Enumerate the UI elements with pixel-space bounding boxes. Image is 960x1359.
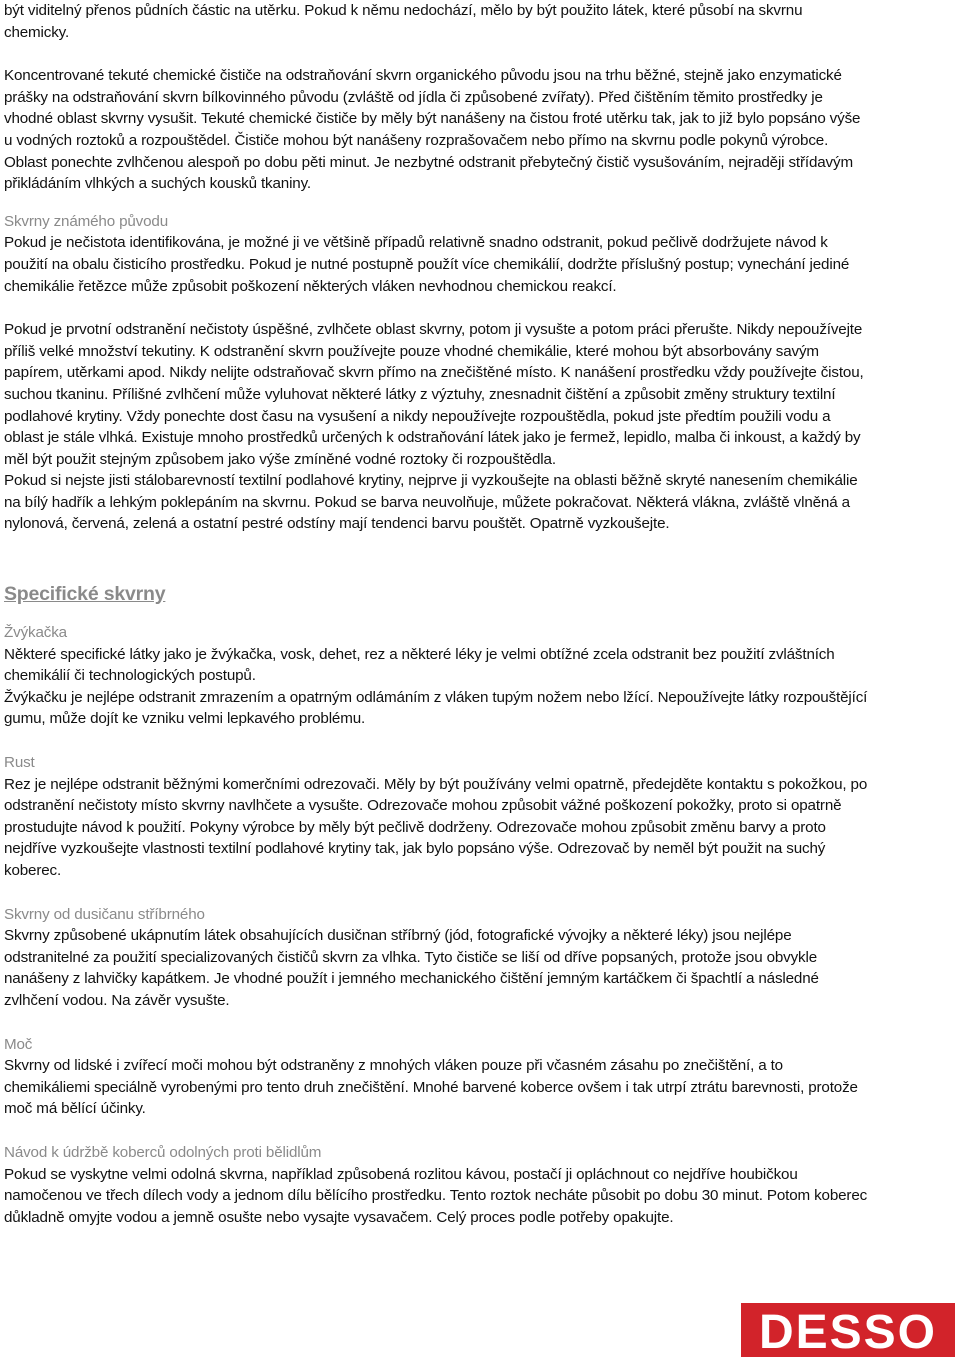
spacer (4, 297, 870, 319)
desso-logo (741, 1303, 955, 1357)
silver-nitrate-heading: Skvrny od dusičanu stříbrného (4, 905, 205, 923)
spacer (4, 882, 870, 904)
section-title: Specifické skvrny (4, 583, 166, 606)
gum-paragraph-1: Některé specifické látky jako je žvýkačka, vosk, dehet, rez a některé léky je velmi obtížné zcela odstranit bez použití zvláštních chemikálií či technologických postupů. (4, 645, 835, 685)
bleach-paragraph: Pokud se vyskytne velmi odolná skvrna, například způsobená rozlitou kávou, postačí ji opláchnout co nejdříve houbičkou namočenou ve třech dílech vody a jednom dílu bělícího prostředku. Tento roztok necháte působit po dobu 30 minut. Potom koberec důkladně omyjte vodou a jemně osušte nebo vysajte vysavačem. Celý proces podle potřeby opakujte. (4, 1165, 868, 1226)
spacer (4, 1120, 870, 1142)
intro-paragraph-1: být viditelný přenos půdních částic na utěrku. Pokud k němu nedochází, mělo by být použito látek, které působí na skvrnu chemicky. (4, 2, 803, 41)
logo-text: DESSO (758, 1306, 938, 1357)
known-origin-paragraph-2: Pokud je prvotní odstranění nečistoty úspěšné, zvlhčete oblast skvrny, potom ji vysušte a potom práci přerušte. Nikdy nepoužívejte příliš velké množství tekutiny. K odstranění skvrn používejte pouze vhodné chemikálie, které mohou být absorbovány savým papírem, utěrkami apod. Nikdy nelijte odstraňovač skvrn přímo na znečištěné místo. K nanášení prostředku vždy používejte čistou, suchou tkaninu. Přílišné zvlhčení může vyluhovat některé látky z výztuhy, znesnadnit čištění a způsobit změny struktury textilní podlahové krytiny. Vždy ponechte dost času na vysušení a nikdy nepoužívejte rozpouštědla, pokud jste předtím použili vodu a oblast je stále vlhká. Existuje mnoho prostředků určených k odstraňování látek jako je fermež, lepidlo, malba či inkoust, a každý by měl být použit stejným způsobem jako výše zmíněné vodné roztoky či rozpouštědla. (4, 321, 864, 468)
gum-heading: Žvýkačka (4, 624, 67, 642)
known-origin-paragraph-1: Pokud je nečistota identifikována, je možné ji ve většině případů relativně snadno odstranit, pokud pečlivě dodržujete návod k použití na obalu čisticího prostředku. Pokud je nutné postupně použít více chemikálií, dodržte příslušný postup; vynechání jediné chemikálie řetězce může způsobit poškození některých vláken nevhodnou chemickou reakcí. (4, 234, 850, 295)
silver-nitrate-paragraph: Skvrny způsobené ukápnutím látek obsahujících dusičnan stříbrný (jód, fotografické vývojky a některé léky) jsou nejlépe odstranitelné za použití specializovaných čističů skvrn za vlhka. Tyto čističe se liší od dříve popsaných, protože jsou obvykle nanášeny z lahvičky kapátkem. Je vhodné použít i jemného mechanického čištění jemným kartáčkem či špachtlí a následné zvlhčení vodou. Na závěr vysušte. (4, 927, 819, 1009)
urine-paragraph: Skvrny od lidské i zvířecí moči mohou být odstraněny z mnohých vláken pouze při včasném zásahu po znečištění, a to chemikáliemi speciálně vyrobenými pro tento druh znečištění. Mnohé barvené koberce ovšem i tak utrpí ztrátu barevnosti, protože moč má bělící účinky. (4, 1057, 858, 1118)
bleach-heading: Návod k údržbě koberců odolných proti bělidlům (4, 1143, 322, 1161)
known-origin-heading: Skvrny známého původu (4, 212, 169, 230)
spacer (4, 609, 870, 622)
rust-paragraph: Rez je nejlépe odstranit běžnými komerčními odrezovači. Měly by být používány velmi opatrně, předejděte kontaktu s pokožkou, po odstranění nečistoty místo skvrny navlhčete a vysušte. Odrezovače mohou způsobit vážné poškození pokožky, proto si opatrně prostudujte návod k použití. Pokyny výrobce by měly být pečlivě dodrženy. Odrezovače mohou způsobit změnu barvy a proto nejdříve vyzkoušejte vlastnosti textilní podlahové krytiny tak, jak bylo popsáno výše. Odrezovač by neměl být použit na suchý koberec. (4, 775, 868, 879)
spacer (4, 43, 870, 65)
spacer (4, 1012, 870, 1034)
urine-heading: Moč (4, 1035, 33, 1053)
document-page (4, 0, 870, 1228)
gum-paragraph-2: Žvýkačku je nejlépe odstranit zmrazením a opatrným odlámáním z vláken tupým nožem nebo lžící. Nepoužívejte látky rozpouštějící gumu, může dojít ke vzniku velmi lepkavého problému. (4, 688, 868, 728)
spacer (4, 730, 870, 752)
spacer (4, 195, 870, 211)
intro-paragraph-2: Koncentrované tekuté chemické čističe na odstraňování skvrn organického původu jsou na trhu běžné, stejně jako enzymatické prášky na odstraňování skvrn bílkovinného původu (zvláště od jídla či způsobené zvířaty). Před čištěním těmito prostředky je vhodné oblast skvrny vysušit. Tekuté chemické čističe by měly být nanášeny na čistou froté utěrku tak, jak to již bylo popsáno výše u vodných roztoků a rozpouštědel. Čističe mohou být nanášeny rozprašovačem nebo přímo na skvrnu podle pokynů výrobce. Oblast ponechte zvlhčenou alespoň po dobu pěti minut. Je nezbytné odstranit přebytečný čistič vysušováním, nejraději střídavým přikládáním vlhkých a suchých kousků tkaniny. (4, 67, 861, 193)
spacer (4, 535, 870, 579)
rust-heading: Rust (4, 754, 35, 772)
known-origin-paragraph-3: Pokud si nejste jisti stálobarevností textilní podlahové krytiny, nejprve ji vyzkoušejte na oblasti běžně skryté nanesením chemikálie na bílý hadřík a lehkým poklepáním na skvrnu. Pokud se barva neuvolňuje, můžete pokračovat. Některá vlákna, zvláště vlněná a nylonová, červená, zelená a ostatní pestré odstíny mají tendenci barvu pouštět. Opatrně vyzkoušejte. (4, 472, 858, 533)
